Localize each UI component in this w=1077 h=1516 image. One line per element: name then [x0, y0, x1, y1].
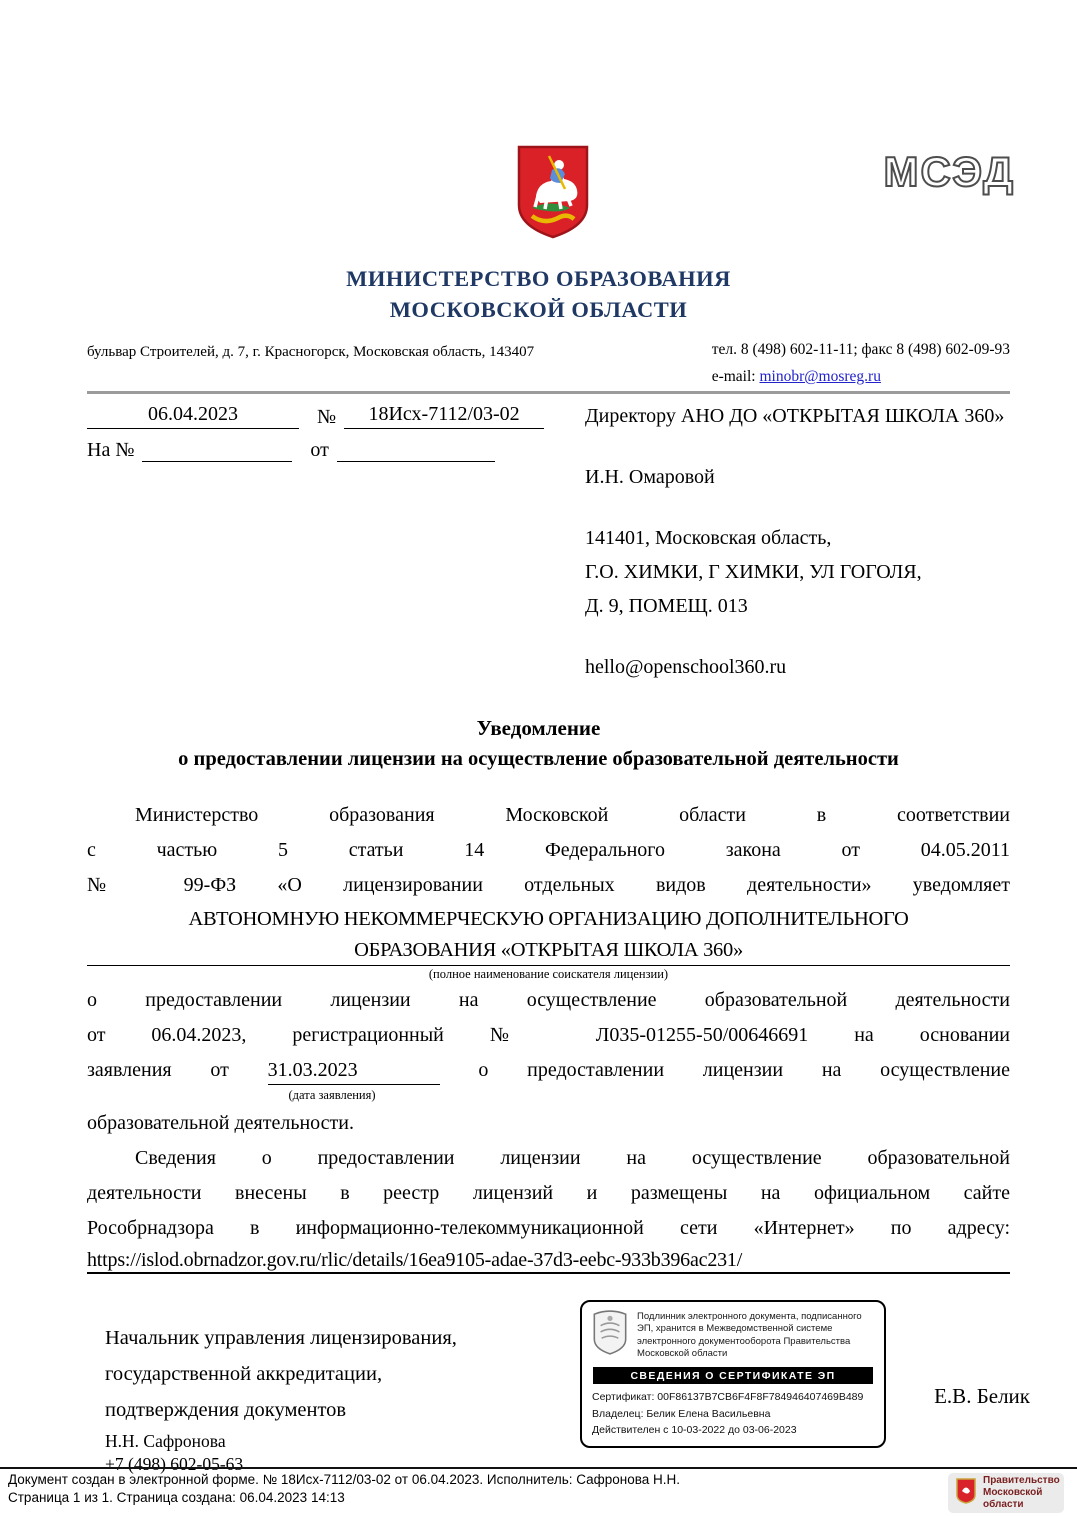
contacts-row	[87, 340, 1010, 387]
from-blank-line	[337, 436, 495, 462]
ministry-email-row	[712, 367, 1010, 387]
stamp-header	[592, 1310, 874, 1361]
body-paragraph2-line3	[87, 1053, 1010, 1088]
on-number-label: На №	[87, 439, 135, 461]
addressee-block	[585, 399, 1017, 684]
footer-divider	[0, 1467, 1077, 1469]
addressee-recipient: Директору АНО ДО «ОТКРЫТАЯ ШКОЛА 360»	[585, 405, 1005, 427]
body-paragraph3-line3: Рособрнадзора в информационно-телекоммуникационной сети «Интернет» по адресу:	[87, 1217, 1010, 1239]
on-number-blank-line	[142, 436, 292, 462]
ministry-title-line2: МОСКОВСКОЙ ОБЛАСТИ	[389, 297, 688, 322]
application-date-prefix: заявления от	[87, 1059, 229, 1081]
body-paragraph1-line3: № 99-ФЗ «О лицензировании отдельных видов деятельности» уведомляет	[87, 874, 1010, 896]
registry-url: https://islod.obrnadzor.gov.ru/rlic/details/16ea9105-adae-37d3-eebc-933b396ac231/	[87, 1246, 1010, 1274]
gov-logo-text-line2: Московской области	[983, 1487, 1043, 1510]
body-paragraph1-line1: Министерство образования Московской области в соответствии	[135, 804, 1010, 826]
gov-logo-shield-icon	[955, 1477, 977, 1510]
header-divider	[87, 391, 1010, 394]
body-paragraph2-line1: о предоставлении лицензии на осуществление образовательной деятельности	[87, 989, 1010, 1011]
ministry-address: бульвар Строителей, д. 7, г. Красногорск, Московская область, 143407	[87, 344, 535, 360]
stamp-validity: Действителен с 10-03-2022 до 03-06-2023	[592, 1424, 797, 1436]
ministry-title	[0, 263, 1077, 325]
signer-name: Е.В. Белик	[934, 1384, 1030, 1408]
application-date-caption: (дата заявления)	[288, 1088, 376, 1102]
signer-position-line3: подтверждения документов	[105, 1399, 347, 1421]
document-title-line2: о предоставлении лицензии на осуществление образовательной деятельности	[178, 748, 899, 770]
number-label: №	[317, 406, 337, 428]
ministry-contacts	[712, 340, 1010, 387]
document-number: 18Исх-7112/03-02	[344, 403, 544, 429]
coat-of-arms-moscow-region-icon	[516, 144, 590, 240]
signer-position-line2: государственной аккредитации,	[105, 1363, 383, 1385]
body-paragraph2-line4: образовательной деятельности.	[87, 1112, 354, 1134]
email-label: e-mail:	[711, 368, 756, 385]
msed-watermark: МСЭД	[883, 148, 1015, 195]
stamp-certificate-number: Сертификат: 00F86137B7CB6F4F8F784946407469B489	[592, 1391, 864, 1403]
footer-info-line1: Документ создан в электронной форме. № 18Исх-7112/03-02 от 06.04.2023. Исполнитель: Сафронова Н.Н.	[8, 1472, 681, 1487]
licensee-name-caption: (полное наименование соискателя лицензии)	[87, 965, 1010, 983]
signer-position-line1: Начальник управления лицензирования,	[105, 1327, 457, 1349]
licensee-name-caps-line1: АВТОНОМНУЮ НЕКОММЕРЧЕСКУЮ ОРГАНИЗАЦИЮ ДОПОЛНИТЕЛЬНОГО	[188, 908, 909, 930]
body-paragraph2-line2: от 06.04.2023, регистрационный № Л035-01255-50/00646691 на основании	[87, 1024, 1010, 1046]
stamp-header-text: Подлинник электронного документа, подписанного ЭП, хранится в Межведомственной системе электронного документооборота Правительства Московской области	[637, 1310, 862, 1359]
addressee-address-line3: Д. 9, ПОМЕЩ. 013	[585, 595, 748, 617]
gov-logo-text-line1: Правительство	[983, 1475, 1060, 1486]
ministry-email-link[interactable]: minobr@mosreg.ru	[759, 368, 881, 385]
from-label: от	[310, 439, 329, 461]
government-logo	[948, 1473, 1064, 1513]
stamp-owner: Владелец: Белик Елена Васильевна	[592, 1407, 771, 1420]
electronic-signature-stamp	[580, 1300, 886, 1448]
addressee-address-line2: Г.О. ХИМКИ, Г ХИМКИ, УЛ ГОГОЛЯ,	[585, 561, 922, 583]
document-title-line1: Уведомление	[476, 716, 601, 740]
footer-info-line2: Страница 1 из 1. Страница создана: 06.04.2023 14:13	[8, 1489, 345, 1505]
addressee-address-line1: 141401, Московская область,	[585, 527, 832, 549]
document-date: 06.04.2023	[87, 403, 299, 429]
executor-name: Н.Н. Сафронова	[105, 1431, 226, 1451]
body-paragraph1-line2: с частью 5 статьи 14 Федерального закона от 04.05.2011	[87, 839, 1010, 861]
body-paragraph3-line2: деятельности внесены в реестр лицензий и размещены на официальном сайте	[87, 1182, 1010, 1204]
executor-phone: +7 (498) 602-05-63	[105, 1454, 244, 1474]
reference-row-2	[87, 436, 567, 462]
stamp-coat-of-arms-icon	[592, 1310, 628, 1361]
application-date: 31.03.2023	[268, 1056, 440, 1085]
document-title	[0, 713, 1077, 775]
ministry-title-line1: МИНИСТЕРСТВО ОБРАЗОВАНИЯ	[346, 266, 731, 291]
signer-position	[105, 1320, 575, 1428]
reference-row-1	[87, 403, 567, 429]
addressee-email: hello@openschool360.ru	[585, 656, 787, 678]
body-paragraph3-line1: Сведения о предоставлении лицензии на осуществление образовательной	[135, 1147, 1010, 1169]
stamp-certificate-bar: СВЕДЕНИЯ О СЕРТИФИКАТЕ ЭП	[593, 1367, 873, 1384]
document-body	[87, 798, 1010, 1274]
ministry-phone-fax: тел. 8 (498) 602-11-11; факс 8 (498) 602-09-93	[711, 341, 1010, 358]
addressee-address	[585, 521, 1017, 623]
footer-info	[8, 1471, 680, 1506]
gov-logo-text	[983, 1475, 1060, 1511]
application-date-suffix: о предоставлении лицензии на осуществление	[478, 1059, 1010, 1081]
addressee-name: И.Н. Омаровой	[585, 466, 715, 488]
reference-block	[87, 403, 567, 462]
licensee-name-caps-line2: ОБРАЗОВАНИЯ «ОТКРЫТАЯ ШКОЛА 360»	[354, 939, 743, 961]
